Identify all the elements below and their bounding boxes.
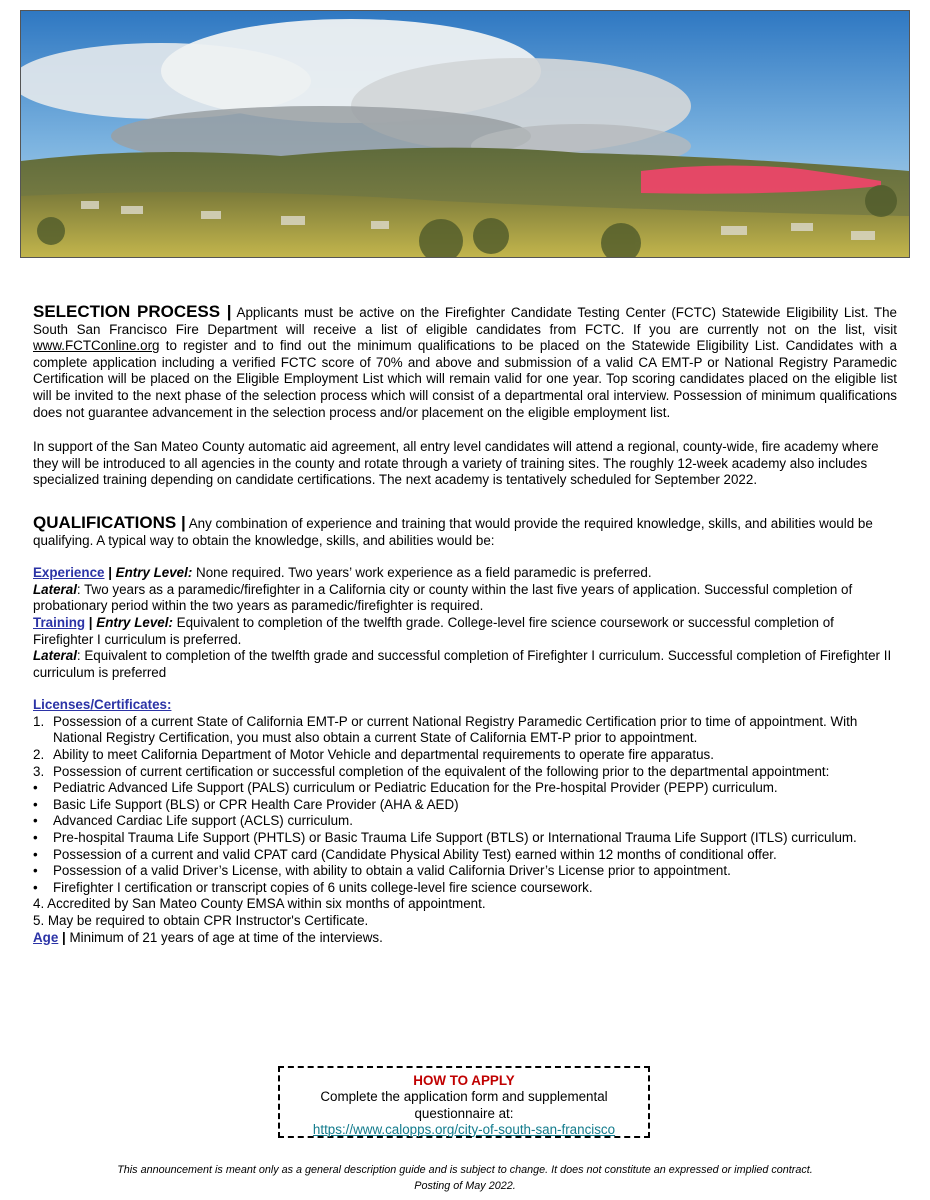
footer-disclaimer <box>0 1162 930 1194</box>
training-entry <box>33 615 897 648</box>
list-item <box>33 797 897 814</box>
bullet-icon: • <box>33 813 38 829</box>
experience-sep: | <box>104 565 116 581</box>
list-item <box>33 747 897 764</box>
bullet-icon: • <box>33 846 38 862</box>
experience-entry <box>33 565 897 582</box>
fctc-link[interactable]: www.FCTConline.org <box>33 338 160 354</box>
list-item <box>33 880 897 897</box>
list-item <box>33 714 897 747</box>
list-item <box>33 780 897 797</box>
licenses-heading: Licenses/Certificates: <box>33 697 172 713</box>
qualifications-heading: QUALIFICATIONS | <box>33 512 186 532</box>
qualifications-intro: Any combination of experience and training that would provide the required knowledge, skills, and abilities would be qualifying. A typical way to obtain the knowledge, skills, and abilities would be: <box>33 515 873 548</box>
list-item-text: Ability to meet California Department of Motor Vehicle and departmental requirements to operate fire apparatus. <box>53 747 714 763</box>
list-item-text: Basic Life Support (BLS) or CPR Health Care Provider (AHA & AED) <box>53 796 459 812</box>
age-sep: | <box>58 929 70 945</box>
how-to-apply-line1: Complete the application form and supplemental <box>320 1089 608 1105</box>
list-item-number: 3. <box>33 763 45 779</box>
list-item-text: Advanced Cardiac Life support (ACLS) curriculum. <box>53 813 353 829</box>
training-lateral-text: : Equivalent to completion of the twelfth grade and successful completion of Firefighter I curriculum. Successful completion of Firefighter II curriculum is preferred <box>33 648 892 680</box>
experience-entry-label: Entry Level: <box>115 565 193 581</box>
list-item <box>33 830 897 847</box>
footer-line2: Posting of May 2022. <box>414 1180 516 1192</box>
licenses-bullet-list <box>33 780 897 896</box>
calopps-link[interactable]: https://www.calopps.org/city-of-south-san-francisco <box>312 1122 616 1138</box>
how-to-apply-box <box>278 1066 650 1138</box>
list-item <box>33 847 897 864</box>
selection-text-a: Applicants must be active on the Firefighter Candidate Testing Center (FCTC) Statewide Eligibility List. The South San Francisco Fire Department will receive a list of eligible candidates from FCTC. If you are currently not on the list, visit <box>33 305 898 337</box>
experience-lateral <box>33 582 897 615</box>
age-label: Age <box>33 929 59 945</box>
bullet-icon: • <box>33 780 38 796</box>
list-item-text: Possession of a current and valid CPAT card (Candidate Physical Ability Test) earned within 12 months of conditional offer. <box>53 846 777 862</box>
list-item-number: 2. <box>33 747 45 763</box>
bullet-icon: • <box>33 796 38 812</box>
hero-image <box>20 10 910 258</box>
announcement-body <box>33 304 897 946</box>
list-item-text: Pre-hospital Trauma Life Support (PHTLS) or Basic Trauma Life Support (BTLS) or International Trauma Life Support (ITLS) curriculum. <box>53 830 857 846</box>
list-item-number: 1. <box>33 713 45 729</box>
wildfire-photo-icon <box>21 11 909 257</box>
list-item-text: Possession of a valid Driver’s License, with ability to obtain a valid California Driver’s License prior to appointment. <box>53 863 731 879</box>
licenses-item-5: 5. May be required to obtain CPR Instructor's Certificate. <box>33 913 369 928</box>
training-lateral <box>33 648 897 681</box>
selection-text-b: to register and to find out the minimum qualifications to be placed on the Statewide Eligibility List. Candidates with a complete application including a verified FCTC score of 70% and above and submission of a valid CA EMT-P or National Registry Paramedic Certification will be placed on the Eligible Employment List which will remain valid for one year. Top scoring candidates placed on the eligible list will be invited to the next phase of the selection process which will consist of a departmental oral interview. Possession of minimum qualifications does not guarantee advancement in the selection process and/or placement on the eligible employment list. <box>33 338 897 420</box>
bullet-icon: • <box>33 863 38 879</box>
list-item <box>33 863 897 880</box>
training-entry-text: Equivalent to completion of the twelfth grade. College-level fire science coursework or successful completion of Firefighter I curriculum is preferred. <box>33 614 834 647</box>
age-text: Minimum of 21 years of age at time of the interviews. <box>69 929 383 945</box>
experience-label: Experience <box>33 565 105 581</box>
list-item <box>33 813 897 830</box>
training-entry-label: Entry Level: <box>96 614 173 630</box>
training-label: Training <box>33 614 86 630</box>
bullet-icon: • <box>33 879 38 895</box>
licenses-numbered-list <box>33 714 897 780</box>
qualifications-paragraph <box>33 512 897 549</box>
academy-paragraph: In support of the San Mateo County automatic aid agreement, all entry level candidates will attend a regional, county-wide, fire academy where they will be introduced to all agencies in the county and rotate through a variety of training sites. The roughly 12-week academy also includes specialized training depending on candidate certifications. The next academy is tentatively scheduled for September 2022. <box>33 439 879 488</box>
licenses-item-4: 4. Accredited by San Mateo County EMSA within six months of appointment. <box>33 896 486 912</box>
how-to-apply-heading: HOW TO APPLY <box>413 1073 515 1088</box>
selection-process-paragraph <box>33 304 897 421</box>
footer-line1: This announcement is meant only as a general description guide and is subject to change. It does not constitute an expressed or implied contract. <box>117 1164 813 1176</box>
list-item <box>33 764 897 781</box>
experience-lateral-text: : Two years as a paramedic/firefighter in a California city or county within the last five years of application. Successful completion of probationary period within the two years as paramedic/firefighter is required. <box>33 581 853 614</box>
bullet-icon: • <box>33 830 38 846</box>
list-item-text: Possession of a current State of California EMT-P or current National Registry Paramedic Certification prior to time of appointment. With National Registry Certification, you must also obtain a current State of California EMT-P prior to appointment. <box>53 713 858 746</box>
list-item-text: Pediatric Advanced Life Support (PALS) curriculum or Pediatric Education for the Pre-hospital Provider (PEPP) curriculum. <box>53 780 778 796</box>
how-to-apply-line2: questionnaire at: <box>414 1105 514 1121</box>
training-lateral-label: Lateral <box>33 648 77 664</box>
selection-process-heading: SELECTION PROCESS | <box>33 302 232 321</box>
experience-lateral-label: Lateral <box>33 581 77 597</box>
experience-entry-text: None required. Two years’ work experience as a field paramedic is preferred. <box>192 565 652 581</box>
list-item-text: Firefighter I certification or transcript copies of 6 units college-level fire science coursework. <box>53 879 593 895</box>
list-item-text: Possession of current certification or successful completion of the equivalent of the following prior to the departmental appointment: <box>53 763 830 779</box>
training-sep: | <box>85 614 97 630</box>
age-line <box>33 930 897 947</box>
